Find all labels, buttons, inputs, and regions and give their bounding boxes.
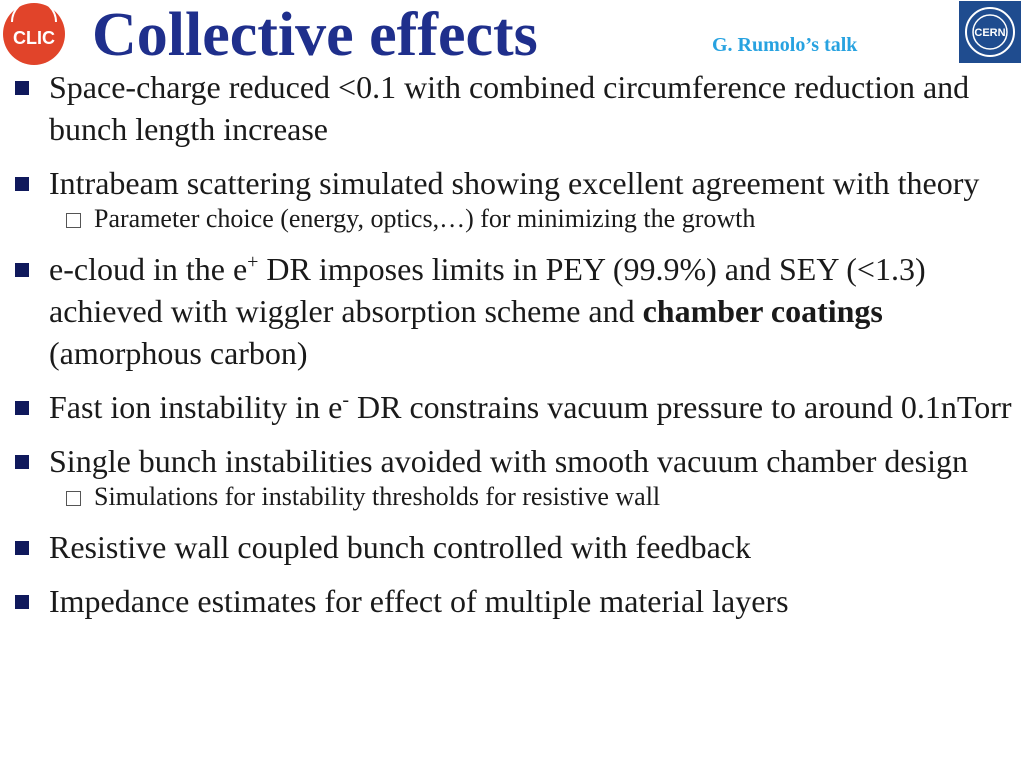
sub-bullet-item xyxy=(0,202,1024,236)
superscript: - xyxy=(342,389,349,411)
superscript: + xyxy=(247,251,259,273)
bullet-item xyxy=(0,440,1024,482)
square-bullet-icon xyxy=(15,595,29,609)
bullet-item xyxy=(0,526,1024,568)
bullet-text: Resistive wall coupled bunch controlled with feedback xyxy=(49,529,752,565)
bold-text: chamber coatings xyxy=(642,293,883,329)
sub-bullet-item xyxy=(0,480,1024,514)
bullet-text: (amorphous carbon) xyxy=(49,335,308,371)
bullet-text: Impedance estimates for effect of multiple material layers xyxy=(49,583,789,619)
square-bullet-icon xyxy=(15,177,29,191)
square-bullet-icon xyxy=(15,401,29,415)
bullet-text: e-cloud in the e xyxy=(49,251,248,287)
bullet-text: Fast ion instability in e xyxy=(49,389,343,425)
hollow-square-bullet-icon xyxy=(66,213,81,228)
square-bullet-icon xyxy=(15,455,29,469)
hollow-square-bullet-icon xyxy=(66,491,81,506)
bullet-item xyxy=(0,162,1024,204)
square-bullet-icon xyxy=(15,541,29,555)
bullet-text: DR constrains vacuum pressure to around 0.1nTorr xyxy=(349,389,1012,425)
sub-bullet-text: Simulations for instability thresholds for resistive wall xyxy=(94,482,661,511)
page-title: Collective effects xyxy=(92,1,538,69)
bullet-text: Space-charge reduced <0.1 with combined circumference reduction and bunch length increase xyxy=(49,69,970,147)
bullet-item xyxy=(0,386,1024,428)
sub-bullet-text: Parameter choice (energy, optics,…) for minimizing the growth xyxy=(94,204,756,233)
bullet-text: DR imposes limits in PEY (99.9%) and SEY (<1.3) achieved with wiggler absorption scheme and xyxy=(49,251,926,329)
bullet-item xyxy=(0,580,1024,622)
clic-logo xyxy=(2,2,66,66)
square-bullet-icon xyxy=(15,81,29,95)
square-bullet-icon xyxy=(15,263,29,277)
bullet-item xyxy=(0,248,1024,374)
bullet-text: Single bunch instabilities avoided with smooth vacuum chamber design xyxy=(49,443,968,479)
cern-logo xyxy=(958,0,1022,64)
bullet-list xyxy=(0,66,1024,622)
bullet-text: Intrabeam scattering simulated showing excellent agreement with theory xyxy=(49,165,980,201)
svg-text:CERN: CERN xyxy=(974,27,1006,39)
svg-text:CLIC: CLIC xyxy=(13,28,55,48)
bullet-item xyxy=(0,66,1024,150)
credit-note: G. Rumolo’s talk xyxy=(712,34,858,56)
